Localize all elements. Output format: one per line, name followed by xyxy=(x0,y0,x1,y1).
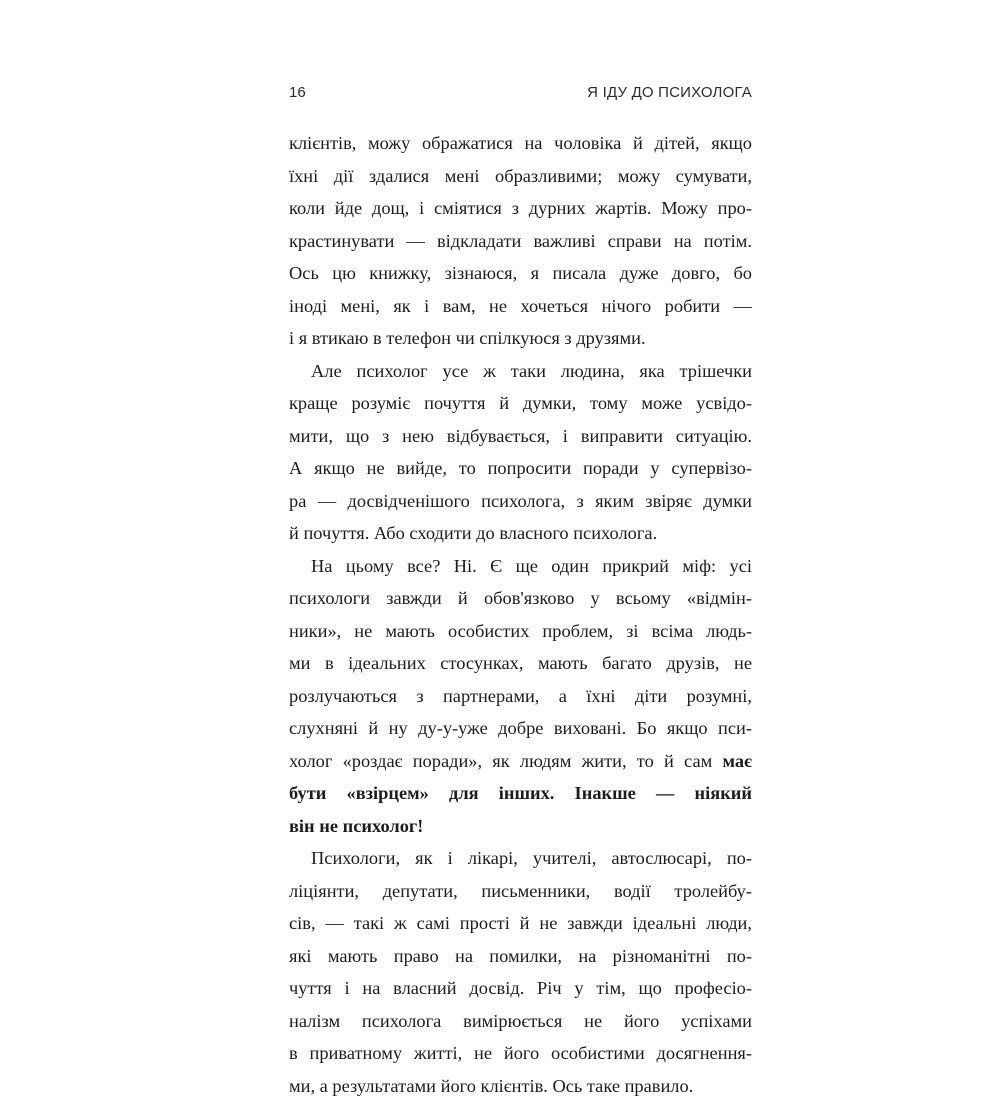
text-line: і я втикаю в телефон чи спілкуюся з друзями. xyxy=(289,322,752,355)
text-line: ми в ідеальних стосунках, мають багато друзів, не xyxy=(289,647,752,680)
text-line: Ось цю книжку, зізнаюся, я писала дуже довго, бо xyxy=(289,257,752,290)
bold-text-line: він не психолог! xyxy=(289,810,752,843)
paragraph-1 xyxy=(289,127,752,355)
text-line: А якщо не вийде, то попросити поради у супервізо- xyxy=(289,452,752,485)
text-line: крастинувати — відкладати важливі справи на потім. xyxy=(289,225,752,258)
text-line: психологи завжди й обов'язково у всьому «відмін- xyxy=(289,582,752,615)
body-text xyxy=(289,127,752,1102)
paragraph-2 xyxy=(289,355,752,550)
text-line: налізм психолога вимірюється не його успіхами xyxy=(289,1005,752,1038)
running-title: Я ІДУ ДО ПСИХОЛОГА xyxy=(587,84,752,101)
text-line: їхні дії здалися мені образливими; можу сумувати, xyxy=(289,160,752,193)
running-head xyxy=(289,84,752,106)
bold-text-line: бути «взірцем» для інших. Інакше — ніякий xyxy=(289,777,752,810)
text-line: слухняні й ну ду-у-уже добре виховані. Бо якщо пси- xyxy=(289,712,752,745)
text-line-mixed xyxy=(289,745,752,778)
text-line: чуття і на власний досвід. Річ у тім, що професіо- xyxy=(289,972,752,1005)
bold-text-span: має xyxy=(722,751,752,771)
text-line: сів, — такі ж самі прості й не завжди ідеальні люди, xyxy=(289,907,752,940)
text-line: клієнтів, можу ображатися на чоловіка й дітей, якщо xyxy=(289,127,752,160)
text-line: краще розуміє почуття й думки, тому може усвідо- xyxy=(289,387,752,420)
paragraph-3 xyxy=(289,550,752,843)
text-line: ра — досвідченішого психолога, з яким звіряє думки xyxy=(289,485,752,518)
paragraph-4 xyxy=(289,842,752,1102)
text-line: Але психолог усе ж таки людина, яка трішечки xyxy=(289,355,752,388)
text-line: ники», не мають особистих проблем, зі всіма людь- xyxy=(289,615,752,648)
text-line: розлучаються з партнерами, а їхні діти розумні, xyxy=(289,680,752,713)
text-line: й почуття. Або сходити до власного психолога. xyxy=(289,517,752,550)
text-span: холог «роздає поради», як людям жити, то й сам xyxy=(289,751,722,771)
text-line: ліціянти, депутати, письменники, водії тролейбу- xyxy=(289,875,752,908)
text-line: На цьому все? Ні. Є ще один прикрий міф: усі xyxy=(289,550,752,583)
text-line: в приватному житті, не його особистими досягнення- xyxy=(289,1037,752,1070)
text-line: Психологи, як і лікарі, учителі, автослюсарі, по- xyxy=(289,842,752,875)
text-line: ми, а результатами його клієнтів. Ось таке правило. xyxy=(289,1070,752,1102)
text-line: іноді мені, як і вам, не хочеться нічого робити — xyxy=(289,290,752,323)
text-line: які мають право на помилки, на різноманітні по- xyxy=(289,940,752,973)
text-line: коли йде дощ, і сміятися з дурних жартів. Можу про- xyxy=(289,192,752,225)
page-number: 16 xyxy=(289,84,306,101)
text-line: мити, що з нею відбувається, і виправити ситуацію. xyxy=(289,420,752,453)
